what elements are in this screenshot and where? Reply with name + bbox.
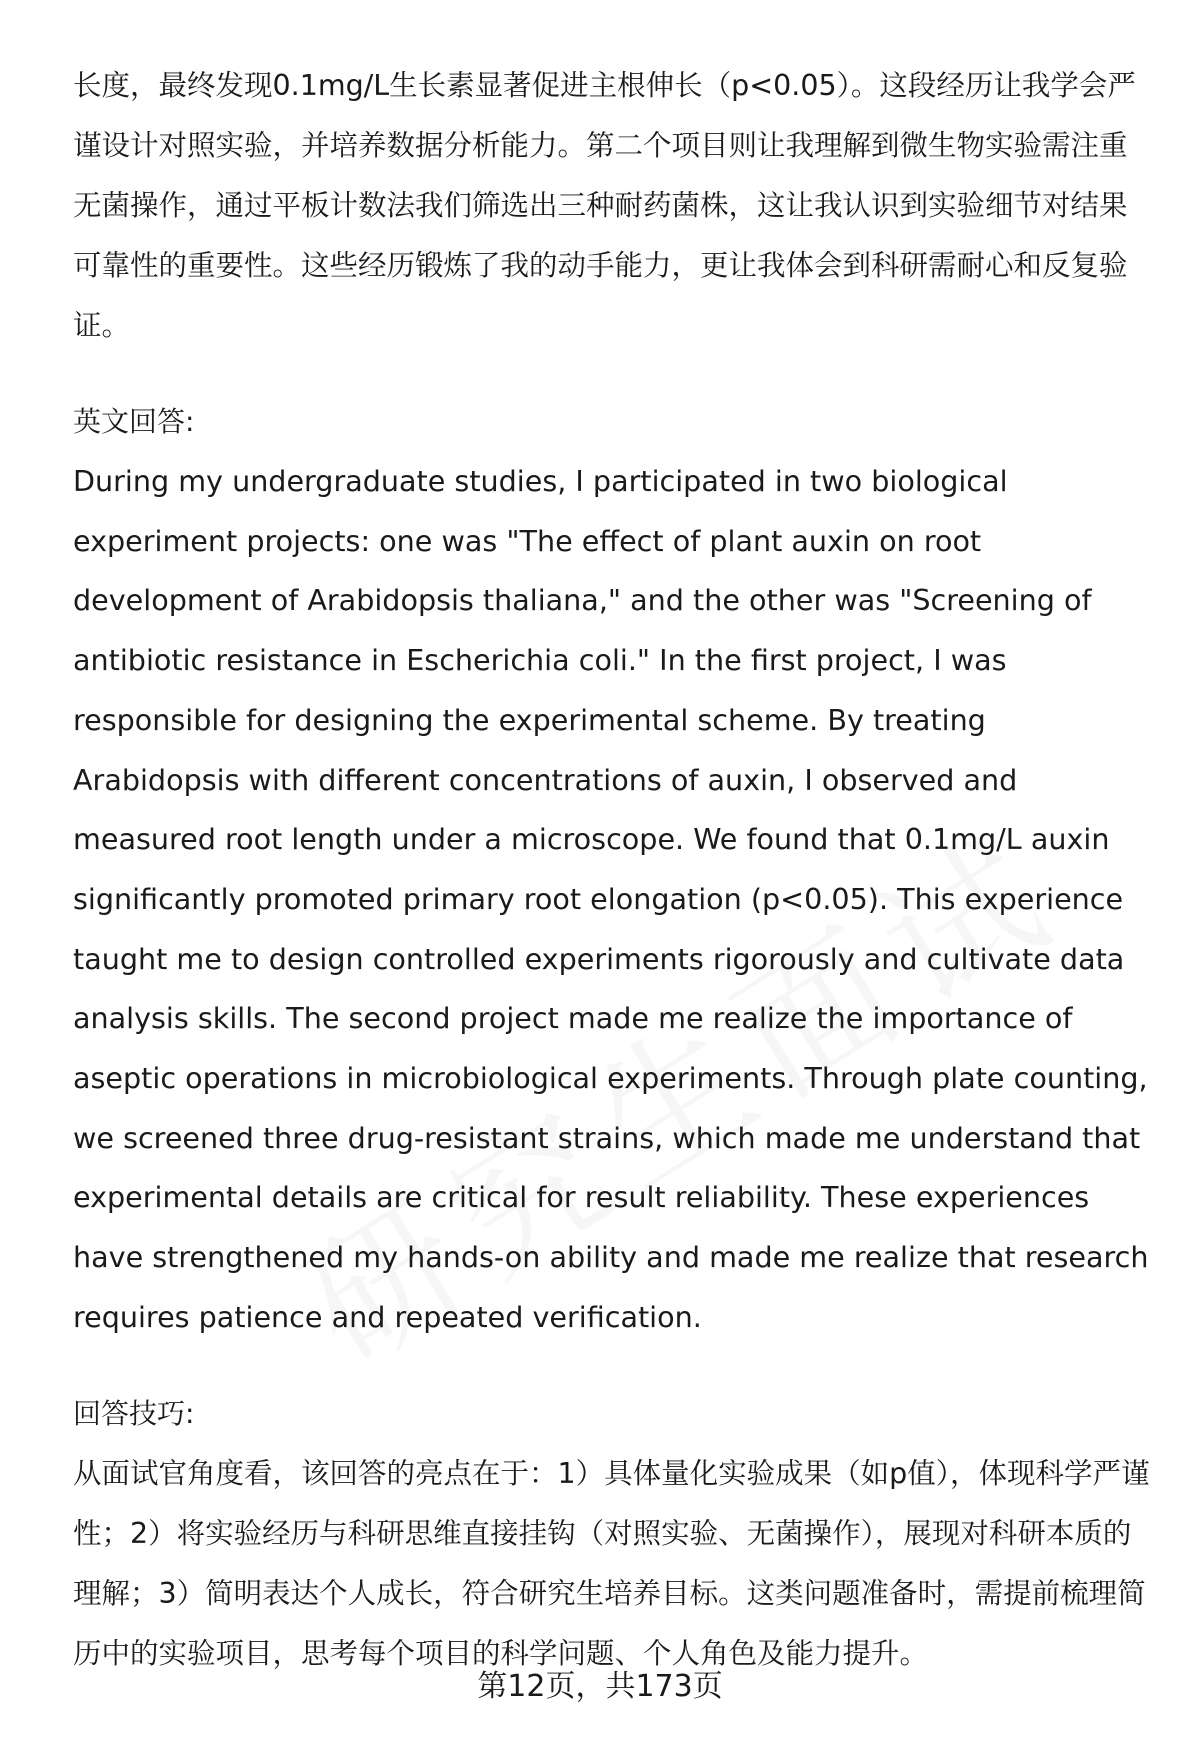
intro-paragraph: 长度，最终发现0.1mg/L生长素显著促进主根伸长（p<0.05）。这段经历让我学会严谨设计对照实验，并培养数据分析能力。第二个项目则让我理解到微生物实验需注重无菌操作，通过平板计数法我们筛选出三种耐药菌株，这让我认识到实验细节对结果可靠性的重要性。这些经历锻炼了我的动手能力，更让我体会到科研需耐心和反复验证。	[73, 69, 1136, 342]
document-page	[73, 56, 1153, 1684]
page-indicator: 第12页，共173页	[477, 1669, 723, 1704]
english-answer-label: 英文回答:	[73, 405, 195, 438]
answer-tips-label: 回答技巧:	[73, 1396, 195, 1430]
english-answer-body: During my undergraduate studies, I participated in two biological experiment projects: one was "The effect of plant auxin on root development of Arabidopsis thaliana," and the other was "Screening of antibiotic resistance in Escherichia coli." In the first project, I was responsible for designing the experimental scheme. By treating Arabidopsis with different concentrations of auxin, I observed and measured root length under a microscope. We found that 0.1mg/L auxin significantly promoted primary root elongation (p<0.05). This experience taught me to design controlled experiments rigorously and cultivate data analysis skills. The second project made me realize the importance of aseptic operations in microbiological experiments. Through plate counting, we screened three drug-resistant strains, which made me understand that experimental details are critical for result reliability. These experiences have strengthened my hands-on ability and made me realize that research requires patience and repeated verification.	[73, 464, 1149, 1334]
answer-tips-body: 从面试官角度看，该回答的亮点在于：1）具体量化实验成果（如p值），体现科学严谨性；2）将实验经历与科研思维直接挂钩（对照实验、无菌操作），展现对科研本质的理解；3）简明表达个人成长，符合研究生培养目标。这类问题准备时，需提前梳理简历中的实验项目，思考每个项目的科学问题、个人角色及能力提升。	[73, 1456, 1150, 1670]
